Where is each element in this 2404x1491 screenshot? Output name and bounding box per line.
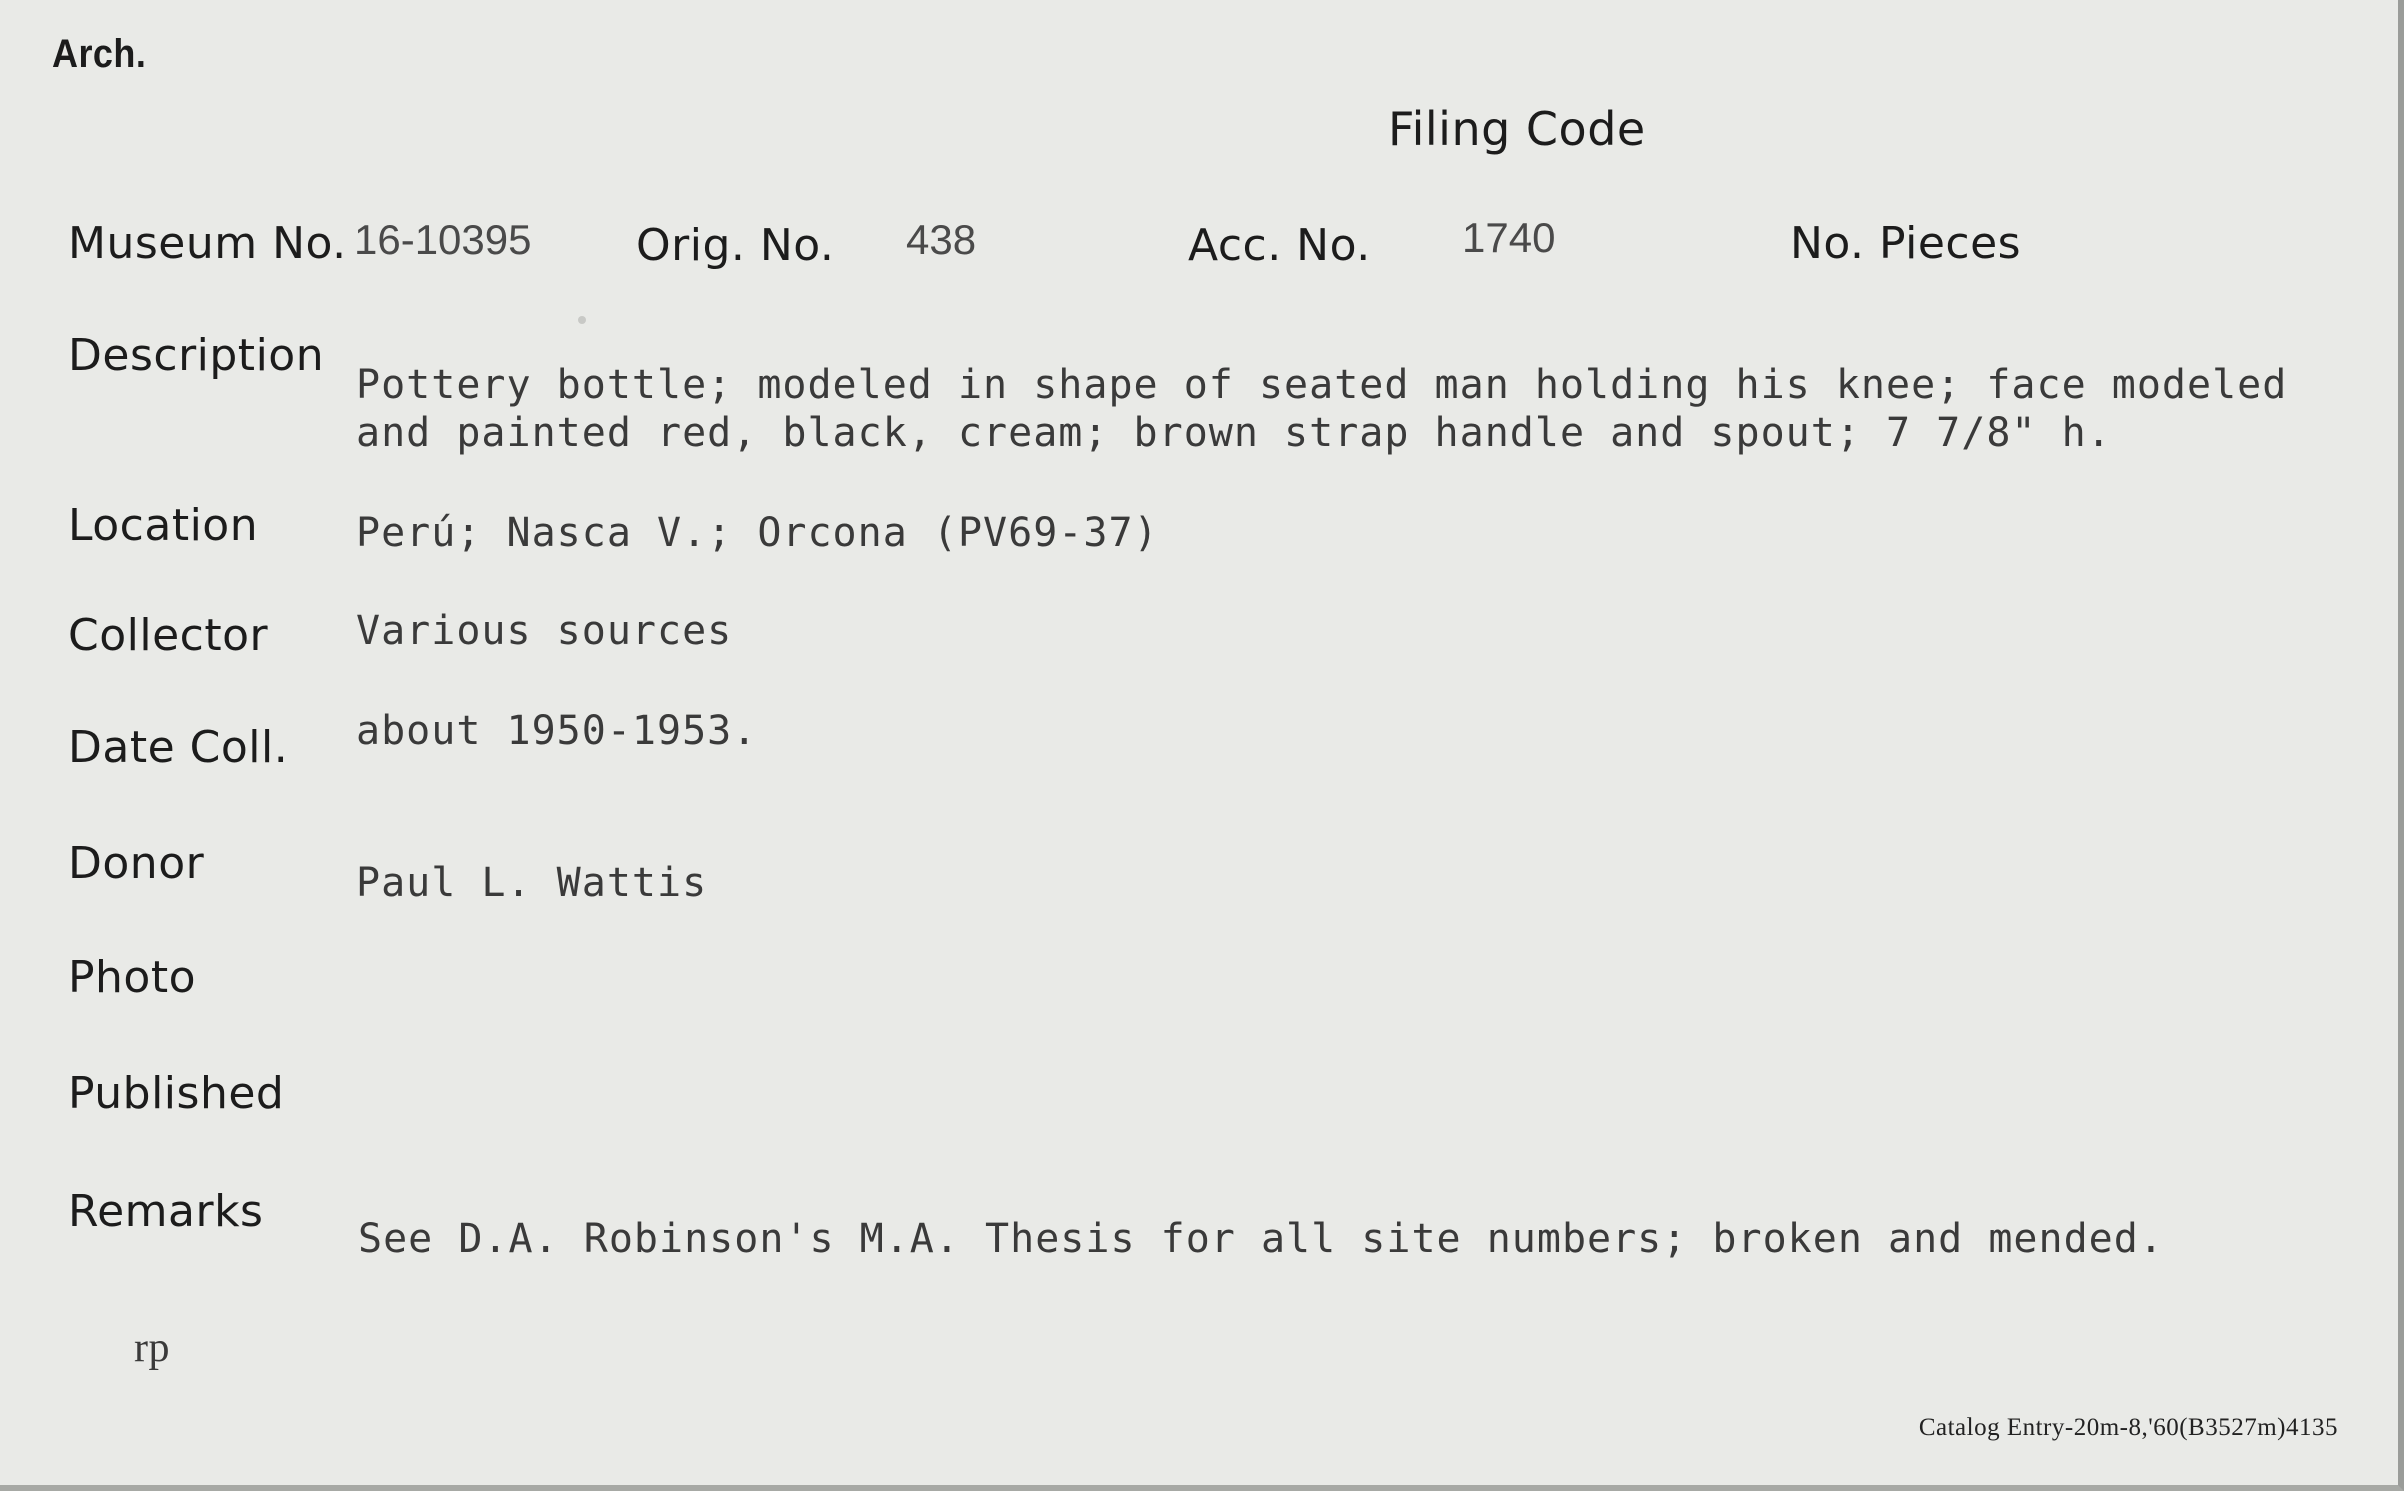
no-pieces-label: No. Pieces (1790, 218, 2022, 269)
initials: rp (134, 1325, 170, 1371)
date-coll-value: about 1950-1953. (356, 708, 758, 754)
published-label: Published (68, 1068, 285, 1119)
acc-no-value: 1740 (1462, 214, 1556, 261)
header-mark: Arch. (52, 32, 147, 76)
donor-value: Paul L. Wattis (356, 860, 708, 906)
remarks-label: Remarks (68, 1186, 264, 1237)
footer-print: Catalog Entry-20m-8,'60(B3527m)4135 (1918, 1414, 2338, 1441)
description-line-2: and painted red, black, cream; brown strap handle and spout; 7 7/8" h. (356, 410, 2112, 456)
donor-label: Donor (68, 838, 205, 889)
museum-no-value: 16-10395 (354, 216, 532, 263)
collector-label: Collector (68, 610, 269, 661)
filing-code-label: Filing Code (1388, 102, 1646, 156)
orig-no-label: Orig. No. (636, 220, 835, 271)
location-value: Perú; Nasca V.; Orcona (PV69-37) (356, 510, 1159, 556)
remarks-value: See D.A. Robinson's M.A. Thesis for all site numbers; broken and mended. (358, 1216, 2164, 1262)
acc-no-label: Acc. No. (1188, 220, 1371, 271)
orig-no-value: 438 (906, 216, 977, 263)
photo-label: Photo (68, 952, 197, 1003)
location-label: Location (68, 500, 259, 551)
description-label: Description (68, 330, 325, 381)
description-line-1: Pottery bottle; modeled in shape of seated man holding his knee; face modeled (356, 362, 2288, 408)
collector-value: Various sources (356, 608, 733, 654)
paper-speck (578, 316, 586, 324)
date-coll-label: Date Coll. (68, 722, 289, 773)
museum-no-label: Museum No. (68, 218, 347, 269)
